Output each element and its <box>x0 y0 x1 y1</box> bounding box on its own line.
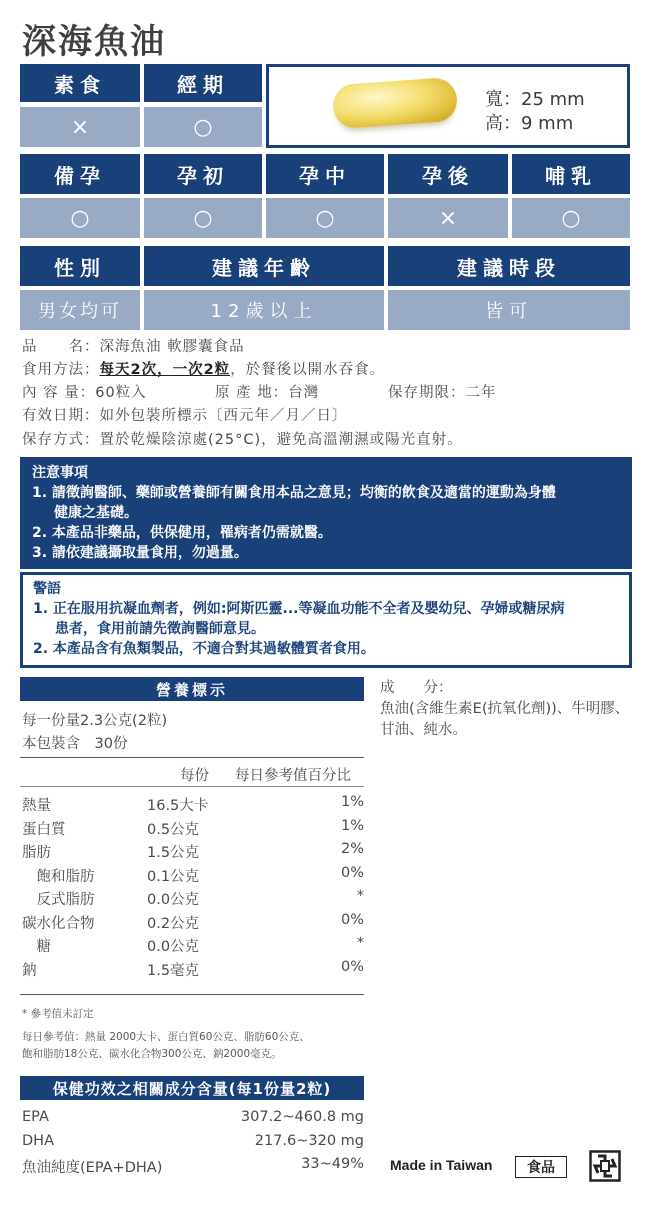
nutrient-amount: 0.2公克 <box>147 915 200 932</box>
info-shelf-life: 保存期限：二年 <box>388 385 497 401</box>
ingredients-block <box>380 678 630 741</box>
warning-box <box>20 572 632 668</box>
header-early-pregnancy: 孕初 <box>144 154 262 194</box>
nutrition-row <box>22 865 364 889</box>
nutrient-name: 飽和脂肪 <box>22 868 95 885</box>
value-mid-pregnancy: ○ <box>266 198 384 238</box>
ingredients-text: 魚油(含維生素E(抗氧化劑))、牛明膠、甘油、純水。 <box>380 701 630 738</box>
nutrient-daily-value: * <box>356 935 364 951</box>
health-row <box>22 1133 364 1157</box>
nutrition-row <box>22 818 364 842</box>
nutrient-name: 碳水化合物 <box>22 915 95 932</box>
nutrient-daily-value: 0% <box>340 864 364 881</box>
nutrient-daily-value: * <box>356 888 364 904</box>
value-menstruation: ○ <box>144 107 262 147</box>
info-name: 品 名：深海魚油 軟膠囊食品 <box>22 339 245 355</box>
nutrition-col-per-serving: 每份 <box>180 768 209 784</box>
header-mid-pregnancy: 孕中 <box>266 154 384 194</box>
usage-suffix: ，於餐後以開水吞食。 <box>230 362 386 378</box>
nutrition-row <box>22 841 364 865</box>
nutrition-row <box>22 888 364 912</box>
header-suggested-age: 建議年齡 <box>144 246 384 286</box>
header-suggested-time: 建議時段 <box>388 246 630 286</box>
nutrient-name: 糖 <box>22 939 51 955</box>
capsule-width: 寬：25 mm <box>485 89 585 110</box>
value-early-pregnancy: ○ <box>144 198 262 238</box>
made-in-taiwan: Made in Taiwan <box>390 1157 493 1173</box>
nutrition-title: 營養標示 <box>20 677 364 701</box>
info-usage <box>22 358 385 379</box>
notice-line-1: 1. 請徵詢醫師、藥師或營養師有關食用本品之意見；均衡的飲食及適當的運動為身體 <box>32 485 556 501</box>
warning-title: 警語 <box>33 581 61 597</box>
nutrient-daily-value: 1% <box>340 794 364 810</box>
header-postpartum: 孕後 <box>388 154 508 194</box>
notice-line-1-cont: 健康之基礎。 <box>54 505 138 521</box>
nutrient-name: 反式脂肪 <box>22 892 95 908</box>
value-breastfeeding: ○ <box>512 198 630 238</box>
notice-line-2: 2. 本產品非藥品，供保健用，罹病者仍需就醫。 <box>32 525 332 541</box>
recycle-icon <box>589 1150 621 1182</box>
nutrition-serving: 每一份量2.3公克(2粒) <box>22 713 168 729</box>
nutrient-daily-value: 1% <box>340 817 364 834</box>
header-breastfeeding: 哺乳 <box>512 154 630 194</box>
nutrient-name: 熱量 <box>22 798 51 814</box>
info-expiry: 有效日期：如外包裝所標示〔西元年／月／日〕 <box>22 408 348 424</box>
nutrition-row <box>22 935 364 959</box>
health-row <box>22 1109 364 1133</box>
nutrient-amount: 0.5公克 <box>147 821 200 838</box>
header-preparing-pregnancy: 備孕 <box>20 154 140 194</box>
nutrient-daily-value: 2% <box>340 841 364 857</box>
health-ingredient-name: EPA <box>22 1109 49 1125</box>
info-storage: 保存方式：置於乾燥陰涼處(25°C)，避免高溫潮濕或陽光直射。 <box>22 432 463 448</box>
capsule-size-box <box>266 64 630 148</box>
info-origin: 原 產 地：台灣 <box>215 385 320 401</box>
value-preparing-pregnancy: ○ <box>20 198 140 238</box>
nutrition-row <box>22 912 364 936</box>
value-postpartum: × <box>388 198 508 238</box>
usage-prefix: 食用方法： <box>22 362 100 378</box>
nutrition-divider-top <box>20 757 364 758</box>
value-gender: 男女均可 <box>20 290 140 330</box>
warning-line-2: 2. 本產品含有魚類製品，不適合對其過敏體質者食用。 <box>33 641 375 657</box>
value-vegetarian: × <box>20 107 140 147</box>
capsule-height: 高：9 mm <box>485 113 574 134</box>
health-title: 保健功效之相關成分含量(每1份量2粒) <box>20 1076 364 1100</box>
health-ingredient-name: DHA <box>22 1132 54 1149</box>
nutrient-daily-value: 0% <box>340 958 364 975</box>
usage-emphasis: 每天2次，一次2粒 <box>99 362 231 378</box>
health-ingredient-value: 307.2~460.8 mg <box>240 1109 364 1125</box>
nutrient-daily-value: 0% <box>340 911 364 928</box>
health-row <box>22 1156 364 1180</box>
notice-line-3: 3. 請依建議攝取量食用，勿過量。 <box>32 545 248 561</box>
notice-title: 注意事項 <box>32 465 88 481</box>
value-suggested-age: 12歲以上 <box>144 290 384 330</box>
nutrition-row <box>22 959 364 983</box>
product-title: 深海魚油 <box>22 22 166 62</box>
nutrition-divider-bottom <box>20 994 364 995</box>
nutrient-name: 蛋白質 <box>22 821 66 838</box>
nutrient-amount: 0.0公克 <box>147 892 200 908</box>
value-suggested-time: 皆可 <box>388 290 630 330</box>
nutrition-col-daily-value: 每日參考值百分比 <box>235 768 351 784</box>
notice-box <box>20 457 632 569</box>
nutrition-divider-mid <box>20 786 364 787</box>
header-vegetarian: 素食 <box>20 64 140 102</box>
nutrient-amount: 16.5大卡 <box>147 798 209 814</box>
nutrition-reference-1: 每日參考值：熱量 2000大卡、蛋白質60公克、脂肪60公克、 <box>22 1031 310 1043</box>
nutrient-amount: 0.1公克 <box>147 868 200 885</box>
nutrient-amount: 0.0公克 <box>147 939 200 955</box>
nutrition-servings-per-pack: 本包裝含 30份 <box>22 736 128 752</box>
header-menstruation: 經期 <box>144 64 262 102</box>
ingredients-label: 成 分： <box>380 680 453 696</box>
warning-line-1-cont: 患者，食用前請先徵詢醫師意見。 <box>55 621 265 637</box>
health-ingredient-value: 33~49% <box>301 1156 364 1172</box>
nutrition-row <box>22 794 364 818</box>
nutrient-amount: 1.5毫克 <box>147 962 200 979</box>
nutrient-amount: 1.5公克 <box>147 845 200 861</box>
warning-line-1: 1. 正在服用抗凝血劑者，例如:阿斯匹靈...等凝血功能不全者及嬰幼兒、孕婦或糖尿病 <box>33 601 565 617</box>
nutrition-footnote: * 參考值未訂定 <box>22 1008 94 1020</box>
nutrient-name: 鈉 <box>22 962 37 979</box>
capsule-image <box>332 77 459 130</box>
nutrient-name: 脂肪 <box>22 845 51 861</box>
info-content: 內 容 量：60粒入 <box>22 385 147 401</box>
health-ingredient-name: 魚油純度(EPA+DHA) <box>22 1160 163 1176</box>
nutrition-reference-2: 飽和脂肪18公克、碳水化合物300公克、鈉2000毫克。 <box>22 1048 282 1060</box>
food-badge: 食品 <box>515 1156 567 1178</box>
health-ingredient-value: 217.6~320 mg <box>254 1132 364 1149</box>
header-gender: 性別 <box>20 246 140 286</box>
